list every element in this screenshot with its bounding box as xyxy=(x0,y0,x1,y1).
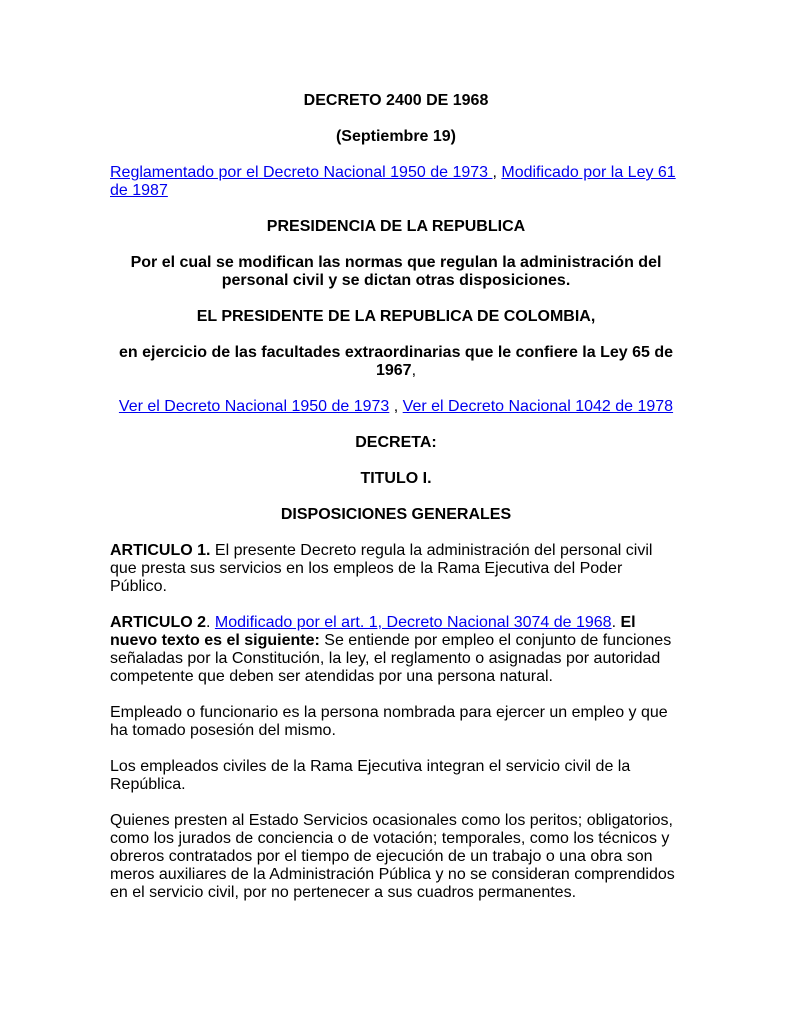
article-1-label: ARTICULO 1. xyxy=(110,542,211,559)
reference-separator: , xyxy=(492,164,502,181)
reglamentado-link[interactable]: Reglamentado por el Decreto Nacional 1950 de 1973 xyxy=(110,164,493,181)
article-2-dot: . xyxy=(206,614,215,631)
article-1-text: El presente Decreto regula la administración del personal civil que presta sus servicios en los empleos de la Rama Ejecutiva del Poder Público. xyxy=(110,542,653,595)
document-date: (Septiembre 19) xyxy=(335,128,457,145)
article-1 xyxy=(110,542,682,596)
ver-decreto-1950-link[interactable]: Ver el Decreto Nacional 1950 de 1973 xyxy=(118,398,390,415)
article-2-text: Se entiende por empleo el conjunto de funciones señaladas por la Constitución, la ley, el reglamento o asignadas por autoridad competente que deben ser atendidas por una persona natural. xyxy=(110,632,672,685)
modificado-decreto-3074-link[interactable]: Modificado por el art. 1, Decreto Nacional 3074 de 1968 xyxy=(214,614,612,631)
document-page xyxy=(110,92,682,902)
document-title: DECRETO 2400 DE 1968 xyxy=(303,92,489,109)
section-heading: DISPOSICIONES GENERALES xyxy=(280,506,512,523)
powers-heading xyxy=(110,344,682,380)
powers-text: en ejercicio de las facultades extraordinarias que le confiere la Ley 65 de 1967 xyxy=(118,344,674,379)
paragraph-empleados-civiles: Los empleados civiles de la Rama Ejecutiva integran el servicio civil de la República. xyxy=(110,758,631,793)
mid-references xyxy=(110,398,682,416)
decreta-heading: DECRETA: xyxy=(355,434,437,451)
modificado-ley-link[interactable]: Modificado por la Ley 61 de 1987 xyxy=(110,164,676,199)
ver-decreto-1042-link[interactable]: Ver el Decreto Nacional 1042 de 1978 xyxy=(402,398,674,415)
reference-separator: , xyxy=(389,398,403,415)
article-2-bold-text: El nuevo texto es el siguiente: xyxy=(110,614,636,649)
paragraph-servicios-ocasionales: Quienes presten al Estado Servicios ocasionales como los peritos; obligatorios, como los jurados de conciencia o de votación; temporales, como los técnicos y obreros contratados por el tiempo de ejecución de un trabajo o una obra son meros auxiliares de la Administración Pública y no se consideran comprendidos en el servicio civil, por no pertenecer a sus cuadros permanentes. xyxy=(110,812,675,901)
titulo-heading: TITULO I. xyxy=(360,470,432,487)
paragraph-empleado: Empleado o funcionario es la persona nombrada para ejercer un empleo y que ha tomado posesión del mismo. xyxy=(110,704,668,739)
issuer-heading: PRESIDENCIA DE LA REPUBLICA xyxy=(266,218,526,235)
article-2-label: ARTICULO 2 xyxy=(110,614,206,631)
president-heading: EL PRESIDENTE DE LA REPUBLICA DE COLOMBIA, xyxy=(196,308,596,325)
article-2-dot2: . xyxy=(611,614,621,631)
subject-heading: Por el cual se modifican las normas que regulan la administración del personal civil y se dictan otras disposiciones. xyxy=(130,254,662,289)
powers-comma: , xyxy=(411,362,417,379)
top-references xyxy=(110,164,682,200)
article-2 xyxy=(110,614,682,686)
